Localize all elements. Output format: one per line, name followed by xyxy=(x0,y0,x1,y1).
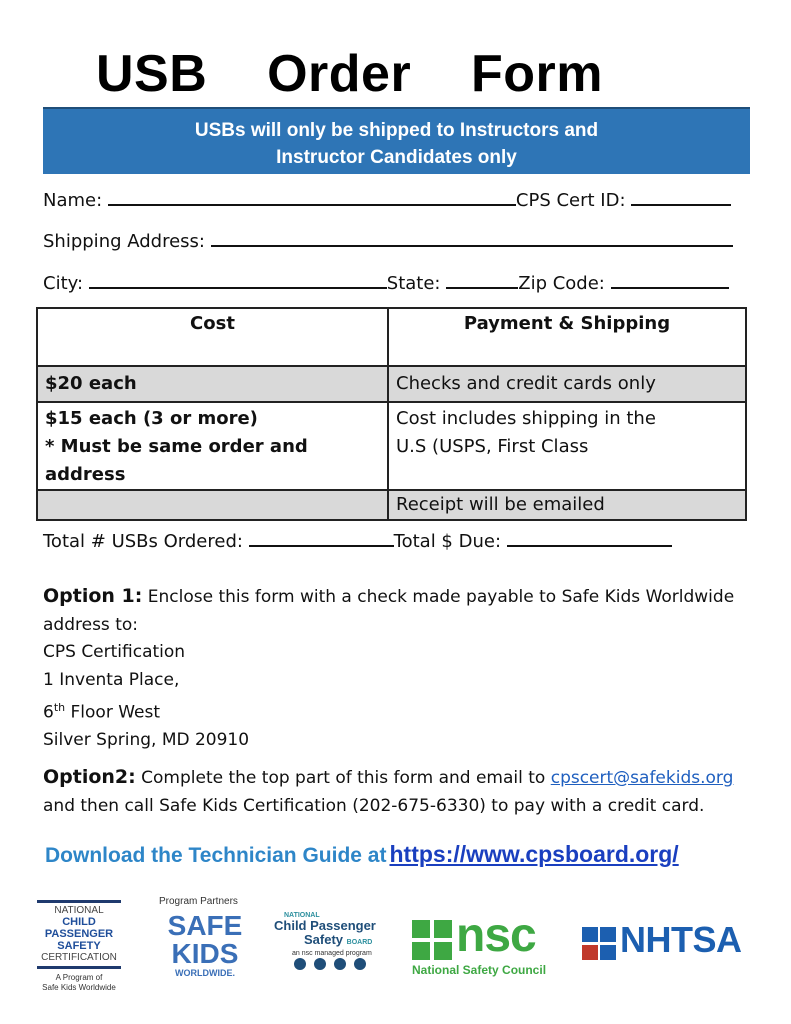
cps-board-tagline: an nsc managed program xyxy=(292,950,372,957)
pricing-table xyxy=(36,307,747,521)
cps-board-line-2: Safety xyxy=(304,932,344,947)
row2-cost xyxy=(37,402,388,490)
total-usbs-field[interactable] xyxy=(249,527,394,547)
cps-board-board: BOARD xyxy=(346,939,373,946)
row2-payment xyxy=(388,402,746,490)
cps-board-national: NATIONAL xyxy=(284,912,320,919)
eligibility-banner xyxy=(43,107,750,174)
name-label: Name: xyxy=(43,190,103,211)
table-row xyxy=(37,366,746,402)
cps-id-label: CPS Cert ID: xyxy=(515,190,626,211)
cps-board-logo xyxy=(274,912,386,980)
nsc-subtitle: National Safety Council xyxy=(412,963,547,977)
row2-payment-line-2: U.S (USPS, First Class xyxy=(396,436,589,457)
address-line-1: CPS Certification xyxy=(43,642,186,662)
car-icon xyxy=(582,927,598,942)
shipping-address-label: Shipping Address: xyxy=(43,231,205,252)
option-1-text: Enclose this form with a check made payable to Safe Kids Worldwide xyxy=(147,587,735,607)
floor-text: Floor West xyxy=(65,702,161,723)
row2-cost-line-2: * Must be same order and address xyxy=(45,436,308,485)
cps-id-field[interactable] xyxy=(631,186,731,206)
row1-cost: $20 each xyxy=(37,366,388,402)
nsc-cross-icon xyxy=(412,920,454,960)
cps-board-icons xyxy=(292,957,382,971)
shipping-row xyxy=(43,227,733,254)
safe-kids-kids: KIDS xyxy=(171,938,239,969)
download-label: Download the Technician Guide at xyxy=(45,844,387,867)
program-partners-label: Program Partners xyxy=(159,896,238,907)
child-icon xyxy=(354,958,366,970)
ncpsc-line-5: CERTIFICATION xyxy=(41,952,117,963)
nhtsa-wordmark: NHTSA xyxy=(620,919,742,960)
page-title: USB Order Form xyxy=(96,45,603,103)
total-usbs-label: Total # USBs Ordered: xyxy=(43,531,243,552)
table-row xyxy=(37,490,746,520)
option-2 xyxy=(43,764,763,820)
car-seat-icon xyxy=(294,958,306,970)
seatbelt-icon xyxy=(334,958,346,970)
city-label: City: xyxy=(43,273,84,294)
totals-row xyxy=(43,527,672,554)
zip-field[interactable] xyxy=(611,269,729,289)
ncpsc-sub-2: Safe Kids Worldwide xyxy=(42,983,116,992)
option-2-text-2: and then call Safe Kids Certification (202-675-6330) to pay with a credit card. xyxy=(43,795,705,816)
nhtsa-logo xyxy=(582,919,762,965)
person-icon xyxy=(600,927,616,942)
ncpsc-line-2: CHILD xyxy=(62,916,96,928)
row2-cost-line-1: $15 each (3 or more) xyxy=(45,408,258,429)
ncpsc-mark xyxy=(37,900,121,969)
floor-suffix: th xyxy=(53,701,66,714)
option-2-heading: Option2: xyxy=(43,766,136,788)
safe-kids-worldwide: WORLDWIDE. xyxy=(175,968,235,978)
address-line-3 xyxy=(43,694,743,727)
cps-board-line-1: Child Passenger xyxy=(274,918,376,933)
shipping-address-field[interactable] xyxy=(211,227,733,247)
road-icon xyxy=(582,945,598,960)
cpsboard-link[interactable]: https://www.cpsboard.org/ xyxy=(389,841,679,867)
download-guide xyxy=(45,841,679,868)
option-1 xyxy=(43,583,743,755)
ncpsc-line-1: NATIONAL xyxy=(54,905,104,916)
ncpsc-logo xyxy=(34,900,124,1004)
booster-icon xyxy=(314,958,326,970)
name-field[interactable] xyxy=(108,186,516,206)
option-1-heading: Option 1: xyxy=(43,585,143,607)
row1-payment: Checks and credit cards only xyxy=(388,366,746,402)
nsc-wordmark: nsc xyxy=(456,909,536,962)
safe-kids-logo xyxy=(155,896,255,996)
floor-number: 6 xyxy=(43,702,54,723)
state-label: State: xyxy=(386,273,441,294)
row2-payment-line-1: Cost includes shipping in the xyxy=(396,408,656,429)
table-row xyxy=(37,402,746,490)
ncpsc-line-4: SAFETY xyxy=(57,940,101,952)
nhtsa-icons xyxy=(582,927,618,961)
total-due-label: Total $ Due: xyxy=(393,531,502,552)
name-row xyxy=(43,186,731,213)
star-icon xyxy=(600,945,616,960)
address-line-2: 1 Inventa Place, xyxy=(43,669,180,690)
table-header-row xyxy=(37,308,746,366)
city-row xyxy=(43,269,729,296)
zip-label: Zip Code: xyxy=(518,273,605,294)
header-cost: Cost xyxy=(37,308,388,366)
address-line-4: Silver Spring, MD 20910 xyxy=(43,730,250,751)
total-due-field[interactable] xyxy=(507,527,672,547)
state-field[interactable] xyxy=(446,269,518,289)
safe-kids-safe: SAFE xyxy=(167,910,243,941)
option-1-text-2: address to: xyxy=(43,614,138,635)
ncpsc-line-3: PASSENGER xyxy=(44,928,114,940)
header-payment-shipping: Payment & Shipping xyxy=(388,308,746,366)
nsc-logo xyxy=(410,909,562,980)
row3-payment: Receipt will be emailed xyxy=(388,490,746,520)
row3-cost xyxy=(37,490,388,520)
banner-line-2: Instructor Candidates only xyxy=(276,147,517,168)
option-2-text: Complete the top part of this form and email to xyxy=(141,768,551,788)
banner-line-1: USBs will only be shipped to Instructors and xyxy=(194,120,599,141)
email-link[interactable]: cpscert@safekids.org xyxy=(550,768,734,788)
ncpsc-sub-1: A Program of xyxy=(55,973,103,982)
city-field[interactable] xyxy=(89,269,387,289)
